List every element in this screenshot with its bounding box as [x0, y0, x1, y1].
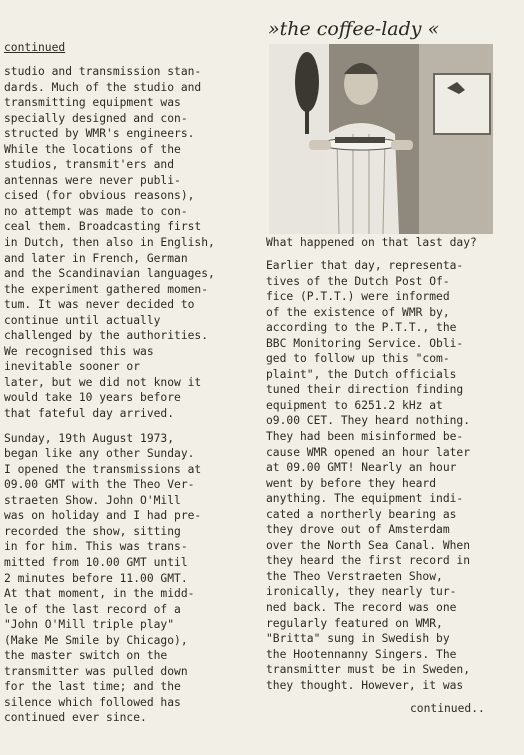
text-line: equipment to 6251.2 kHz at — [266, 398, 443, 412]
text-line: anything. The equipment indi- — [266, 492, 464, 506]
coffee-lady-photo — [269, 44, 493, 234]
text-line: Sunday, 19th August 1973, — [4, 431, 175, 445]
text-line: cause WMR opened an hour later — [266, 445, 471, 459]
text-line: later, but we did not know it — [4, 375, 202, 389]
text-line: tives of the Dutch Post Of- — [266, 274, 450, 288]
text-line: ceal them. Broadcasting first — [4, 220, 202, 234]
text-line: ironically, they nearly tur- — [266, 585, 457, 599]
text-line: inevitable sooner or — [4, 360, 141, 374]
text-line: le of the last record of a — [4, 602, 181, 616]
continued-heading: continued — [4, 41, 66, 54]
text-line: the Hootennanny Singers. The — [266, 647, 457, 661]
text-line: in for him. This was trans- — [4, 540, 188, 554]
text-line: ned back. The record was one — [266, 601, 457, 615]
text-line: over the North Sea Canal. When — [266, 538, 471, 552]
right-column-text — [266, 258, 510, 693]
text-line: They had been misinformed be- — [266, 430, 464, 444]
text-line: BBC Monitoring Service. Obli- — [266, 336, 464, 350]
text-line: recorded the show, sitting — [4, 524, 181, 538]
text-line: the experiment gathered momen- — [4, 282, 209, 296]
text-line: continued ever since. — [4, 711, 147, 725]
text-line: mitted from 10.00 GMT until — [4, 555, 188, 569]
text-line: ged to follow up this "com- — [266, 352, 450, 366]
text-line: While the locations of the — [4, 142, 181, 156]
text-line: and later in French, German — [4, 251, 188, 265]
text-line: tuned their direction finding — [266, 383, 464, 397]
paragraph-last-day — [266, 258, 510, 693]
text-line: transmitter was pulled down — [4, 664, 188, 678]
text-line: transmitter must be in Sweden, — [266, 663, 471, 677]
text-line: no attempt was made to con- — [4, 204, 188, 218]
text-line: was on holiday and I had pre- — [4, 509, 202, 523]
photo-caption: What happened on that last day? — [266, 236, 477, 249]
text-line: 2 minutes before 11.00 GMT. — [4, 571, 188, 585]
text-line: studios, transmit'ers and — [4, 158, 175, 172]
text-line: continue until actually — [4, 313, 161, 327]
text-line: at 09.00 GMT! Nearly an hour — [266, 461, 457, 475]
paragraph-studio-history — [4, 64, 250, 422]
text-line: the master switch on the — [4, 649, 168, 663]
text-line: At that moment, in the midd- — [4, 587, 195, 601]
text-line: they thought. However, it was — [266, 678, 464, 692]
text-line: regularly featured on WMR, — [266, 616, 443, 630]
text-line: would take 10 years before — [4, 391, 181, 405]
continued-footer: continued.. — [410, 702, 485, 715]
text-line: according to the P.T.T., the — [266, 321, 457, 335]
text-line: for the last time; and the — [4, 680, 181, 694]
text-line: Earlier that day, representa- — [266, 259, 464, 272]
text-line: dards. Much of the studio and — [4, 80, 202, 94]
text-line: tum. It was never decided to — [4, 298, 195, 312]
text-line: began like any other Sunday. — [4, 447, 195, 461]
text-line: (Make Me Smile by Chicago), — [4, 633, 188, 647]
text-line: silence which followed has — [4, 695, 181, 709]
text-line: structed by WMR's engineers. — [4, 127, 195, 141]
text-line: that fateful day arrived. — [4, 407, 175, 421]
text-line: transmitting equipment was — [4, 96, 181, 110]
text-line: antennas were never publi- — [4, 173, 181, 187]
paragraph-last-sunday — [4, 431, 250, 726]
text-line: in Dutch, then also in English, — [4, 236, 215, 250]
text-line: went by before they heard — [266, 476, 437, 490]
text-line: of the existence of WMR by, — [266, 305, 450, 319]
text-line: plaint", the Dutch officials — [266, 367, 457, 381]
text-line: We recognised this was — [4, 344, 154, 358]
text-line: fice (P.T.T.) were informed — [266, 290, 450, 304]
text-line: "John O'Mill triple play" — [4, 618, 175, 632]
left-column — [4, 40, 250, 726]
text-line: the Theo Verstraeten Show, — [266, 569, 443, 583]
text-line: they heard the first record in — [266, 554, 471, 568]
text-line: o9.00 CET. They heard nothing. — [266, 414, 471, 428]
text-line: challenged by the authorities. — [4, 329, 209, 343]
text-line: cated a northerly bearing as — [266, 507, 457, 521]
text-line: specially designed and con- — [4, 111, 188, 125]
text-line: they drove out of Amsterdam — [266, 523, 450, 537]
photo-title: »the coffee-lady « — [268, 18, 440, 40]
text-line: studio and transmission stan- — [4, 65, 202, 78]
text-line: I opened the transmissions at — [4, 462, 202, 476]
text-line: straeten Show. John O'Mill — [4, 493, 181, 507]
photo-illustration — [269, 44, 493, 234]
text-line: "Britta" sung in Swedish by — [266, 632, 450, 646]
text-line: 09.00 GMT with the Theo Ver- — [4, 478, 195, 492]
text-line: and the Scandinavian languages, — [4, 267, 215, 281]
text-line: cised (for obvious reasons), — [4, 189, 195, 203]
